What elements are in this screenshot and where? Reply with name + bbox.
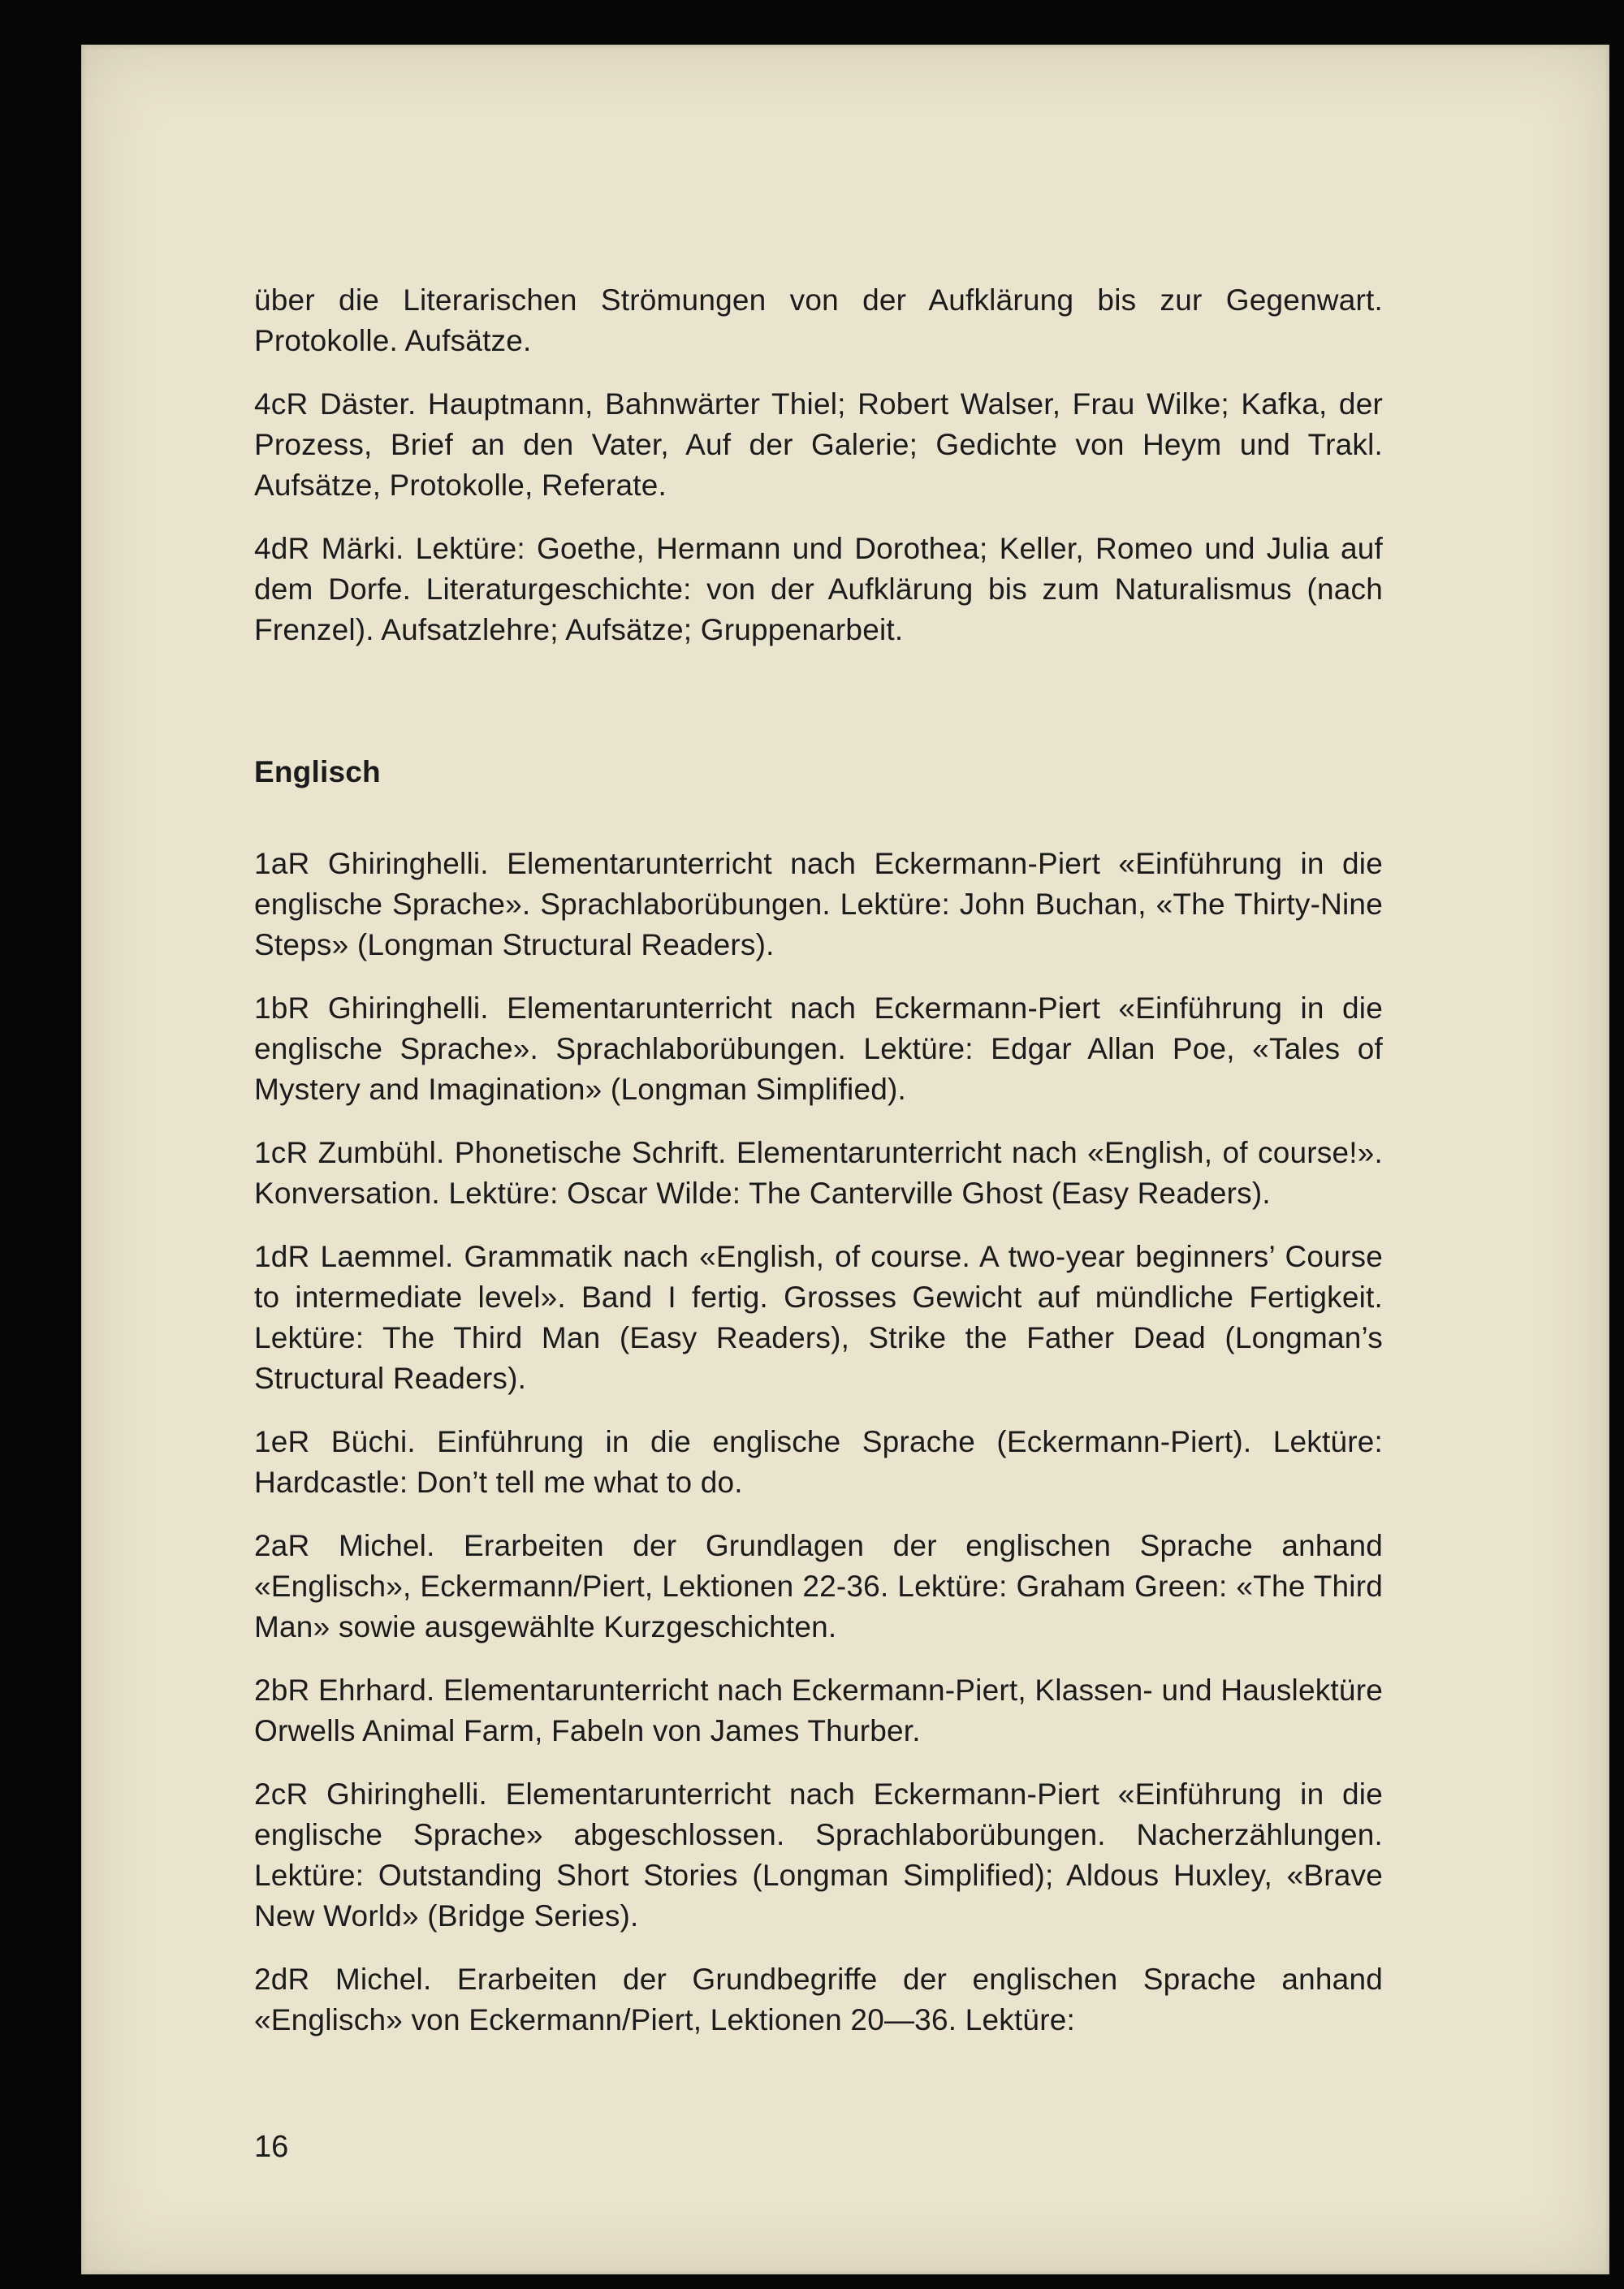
paragraph-1er: 1eR Büchi. Einführung in die englische Sprache (Eckermann-Piert). Lektüre: Hardcastle: Don’t tell me what to do.: [254, 1425, 1383, 1499]
page-text-block: [254, 280, 1383, 2063]
scanned-page: [81, 45, 1609, 2274]
paragraph-2br: 2bR Ehrhard. Elementarunterricht nach Eckermann-Piert, Klassen- und Hauslektüre Orwells Animal Farm, Fabeln von James Thurber.: [254, 1674, 1383, 1747]
paragraph-4dr: 4dR Märki. Lektüre: Goethe, Hermann und Dorothea; Keller, Romeo und Julia auf dem Dorfe. Literaturgeschichte: von der Aufklärung bis zum Naturalismus (nach Frenzel). Aufsatzlehre; Aufsätze; Gruppenarbeit.: [254, 532, 1383, 646]
paragraph-1cr: 1cR Zumbühl. Phonetische Schrift. Elementarunterricht nach «English, of course!». Konversation. Lektüre: Oscar Wilde: The Canterville Ghost (Easy Readers).: [254, 1136, 1383, 1210]
paragraph-4cr: 4cR Däster. Hauptmann, Bahnwärter Thiel; Robert Walser, Frau Wilke; Kafka, der Prozess, Brief an den Vater, Auf der Galerie; Gedichte von Heym und Trakl. Aufsätze, Protokolle, Referate.: [254, 387, 1383, 502]
paragraph-2dr: 2dR Michel. Erarbeiten der Grundbegriffe der englischen Sprache anhand «Englisch» von Eckermann/Piert, Lektionen 20—36. Lektüre:: [254, 1963, 1383, 2036]
paragraph-2ar: 2aR Michel. Erarbeiten der Grundlagen der englischen Sprache anhand «Englisch», Eckermann/Piert, Lektionen 22-36. Lektüre: Graham Green: «The Third Man» sowie ausgewählte Kurzgeschichten.: [254, 1529, 1383, 1643]
page-number: 16: [254, 2130, 289, 2164]
paragraph-1br: 1bR Ghiringhelli. Elementarunterricht nach Eckermann-Piert «Einführung in die englische Sprache». Sprachlaborübungen. Lektüre: Edgar Allan Poe, «Tales of Mystery and Imagination» (Longman Simplified).: [254, 991, 1383, 1106]
paragraph-2cr: 2cR Ghiringhelli. Elementarunterricht nach Eckermann-Piert «Einführung in die englische Sprache» abgeschlossen. Sprachlaborübungen. Nacherzählungen. Lektüre: Outstanding Short Stories (Longman Simplified); Aldous Huxley, «Brave New World» (Bridge Series).: [254, 1777, 1383, 1933]
section-heading-englisch: Englisch: [254, 755, 381, 788]
paragraph-continuation: über die Literarischen Strömungen von der Aufklärung bis zur Gegenwart. Protokolle. Aufsätze.: [254, 283, 1383, 357]
paragraph-1ar: 1aR Ghiringhelli. Elementarunterricht nach Eckermann-Piert «Einführung in die englische Sprache». Sprachlaborübungen. Lektüre: John Buchan, «The Thirty-Nine Steps» (Longman Structural Readers).: [254, 847, 1383, 961]
paragraph-1dr: 1dR Laemmel. Grammatik nach «English, of course. A two-year beginners’ Course to intermediate level». Band I fertig. Grosses Gewicht auf mündliche Fertigkeit. Lektüre: The Third Man (Easy Readers), Strike the Father Dead (Longman’s Structural Readers).: [254, 1240, 1383, 1395]
